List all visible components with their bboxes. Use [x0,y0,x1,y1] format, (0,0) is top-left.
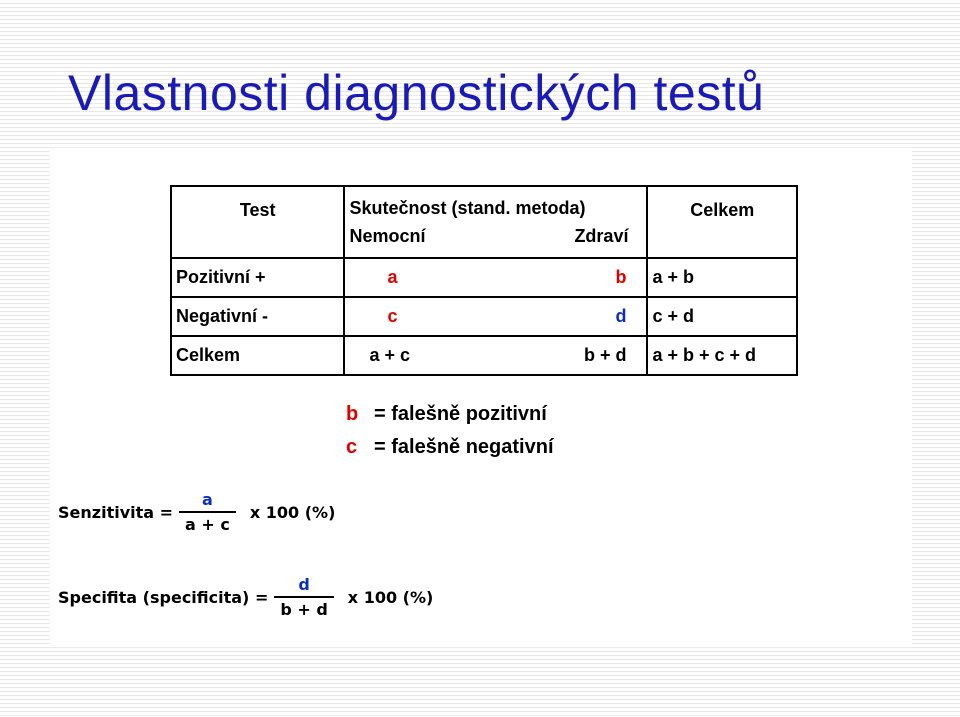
cell-d: d [615,306,627,326]
denominator: b + d [274,596,333,619]
fraction [274,575,333,619]
slide-title: Vlastnosti diagnostických testů [68,65,765,121]
cell-c: c [387,306,398,326]
note-letter: b [346,403,359,425]
contingency-table [170,185,798,376]
numerator: d [298,575,310,594]
formula-label: Specifita (specificita) = [58,587,269,607]
header-total: Celkem [690,199,755,220]
cell-a: a [387,267,398,287]
cell-b: b [615,267,627,287]
header-reality-cell [344,186,647,258]
sensitivity-formula [58,490,335,534]
formula-suffix: x 100 (%) [249,502,336,522]
note-letter: c [346,436,358,458]
cell-total: a + b + c + d [647,336,797,375]
header-diseased: Nemocní [349,225,426,246]
row-label: Negativní - [171,297,344,336]
header-test-cell [171,186,344,258]
cell-total: c + d [647,297,797,336]
row-label: Pozitivní + [171,258,344,297]
cell-sum-healthy: b + d [583,345,627,365]
table-row [171,336,797,375]
formula-label: Senzitivita = [58,502,174,522]
table-row [171,258,797,297]
note-false-negative [346,431,554,464]
fraction [179,490,236,534]
header-total-cell [647,186,797,258]
row-label: Celkem [171,336,344,375]
table-row [171,297,797,336]
cell-total: a + b [647,258,797,297]
content-panel [50,150,912,647]
header-test: Test [239,199,276,220]
notes [346,398,554,464]
note-text: = falešně pozitivní [374,403,547,425]
note-text: = falešně negativní [374,436,554,458]
note-false-positive [346,398,554,431]
header-reality: Skutečnost (stand. metoda) [349,197,586,218]
formula-suffix: x 100 (%) [347,587,434,607]
numerator: a [202,490,213,509]
denominator: a + c [179,511,236,534]
table-header-row [171,186,797,258]
cell-sum-diseased: a + c [369,345,410,365]
header-healthy: Zdraví [574,225,629,246]
specificity-formula [58,575,433,619]
